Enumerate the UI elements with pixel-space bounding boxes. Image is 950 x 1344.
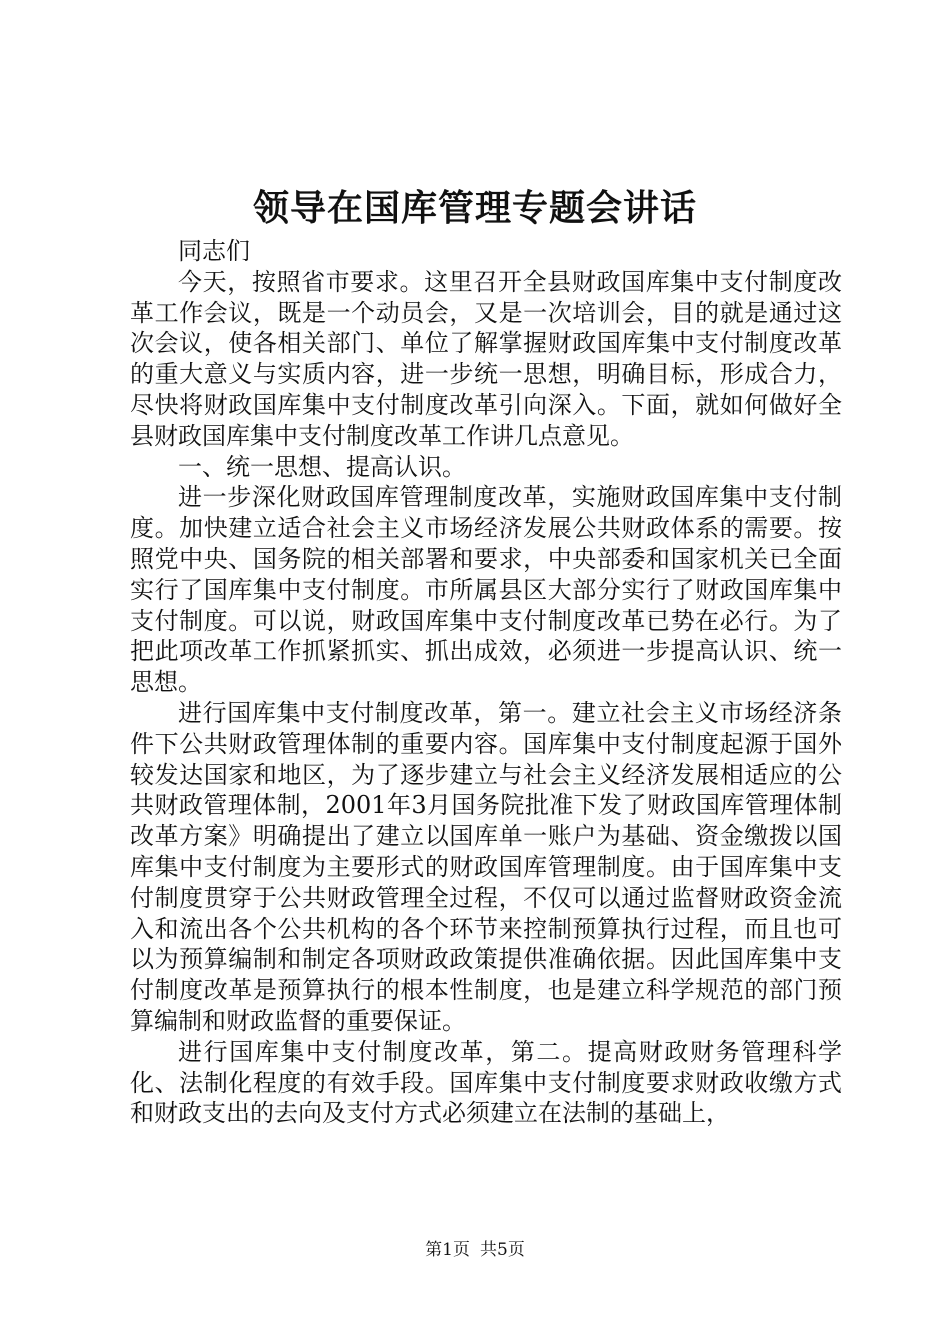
page-number: 第1页 (425, 1240, 470, 1260)
section-heading-1: 一、统一思想、提高认识。 (178, 452, 466, 481)
paragraph-point-one: 进行国库集中支付制度改革，第一。建立社会主义市场经济条件下公共财政管理体制的重要内容。国库集中支付制度起源于国外较发达国家和地区，为了逐步建立与社会主义经济发展相适应的公共财政管理体制，2001年3月国务院批准下发了财政国库管理体制改革方案》明确提出了建立以国库单一账户为基础、资金缴拨以国库集中支付制度为主要形式的财政国库管理制度。由于国库集中支付制度贯穿于公共财政管理全过程，不仅可以通过监督财政资金流入和流出各个公共机构的各个环节来控制预算执行过程，而且也可以为预算编制和制定各项财政政策提供准确依据。因此国库集中支付制度改革是预算执行的根本性制度，也是建立科学规范的部门预算编制和财政监督的重要保证。 (130, 698, 842, 1035)
document-body (130, 236, 842, 1129)
page-total: 共5页 (480, 1240, 525, 1260)
page-footer (0, 1238, 950, 1262)
paragraph-reform-necessity: 进一步深化财政国库管理制度改革，实施财政国库集中支付制度。加快建立适合社会主义市场经济发展公共财政体系的需要。按照党中央、国务院的相关部署和要求，中央部委和国家机关已全面实行了国库集中支付制度。市所属县区大部分实行了财政国库集中支付制度。可以说，财政国库集中支付制度改革已势在必行。为了把此项改革工作抓紧抓实、抓出成效，必须进一步提高认识、统一思想。 (130, 483, 842, 697)
salutation: 同志们 (178, 237, 250, 265)
paragraph-intro: 今天，按照省市要求。这里召开全县财政国库集中支付制度改革工作会议，既是一个动员会，又是一次培训会，目的就是通过这次会议，使各相关部门、单位了解掌握财政国库集中支付制度改革的重大意义与实质内容，进一步统一思想，明确目标，形成合力，尽快将财政国库集中支付制度改革引向深入。下面，就如何做好全县财政国库集中支付制度改革工作讲几点意见。 (130, 267, 842, 450)
document-title: 领导在国库管理专题会讲话 (252, 187, 697, 229)
paragraph-point-two: 进行国库集中支付制度改革，第二。提高财政财务管理科学化、法制化程度的有效手段。国库集中支付制度要求财政收缴方式和财政支出的去向及支付方式必须建立在法制的基础上， (130, 1037, 842, 1128)
